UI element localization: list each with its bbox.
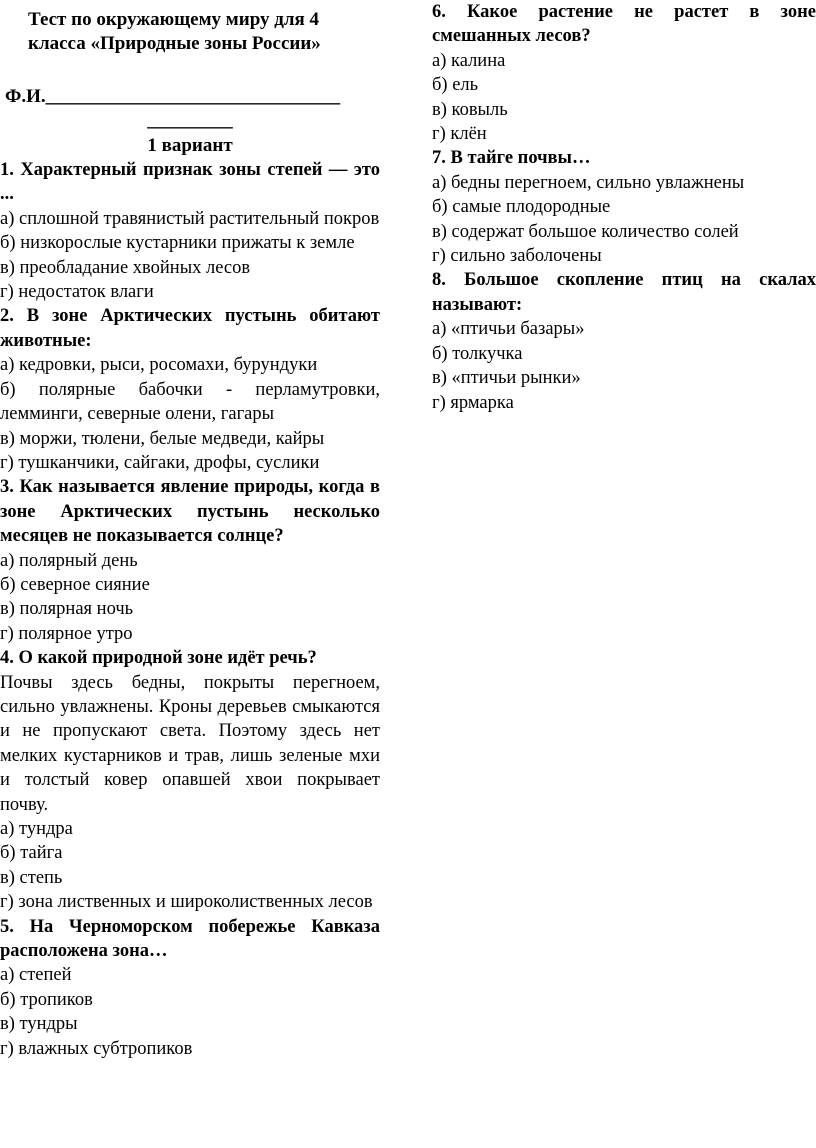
answer-7b: б) самые плодородные [432,197,611,218]
left-column [0,0,380,1061]
answer-7a: а) бедны перегноем, сильно увлажнены [432,172,745,193]
answer-7d: г) сильно заболочены [432,246,602,267]
answer-5d: г) влажных субтропиков [0,1038,193,1059]
right-column [432,0,816,415]
answer-3d: г) полярное утро [0,623,133,644]
question-2: 2. В зоне Арктических пустынь обитают животные: [0,306,380,351]
answer-2c: в) моржи, тюлени, белые медведи, кайры [0,428,325,449]
answer-4b: б) тайга [0,843,63,864]
answer-6a: а) калина [432,50,506,71]
question-7: 7. В тайге почвы… [432,148,591,169]
question-1: 1. Характерный признак зоны степей — это ... [0,160,380,205]
answer-8b: б) толкучка [432,343,523,364]
question-4: 4. О какой природной зоне идёт речь? [0,648,317,669]
name-field-line: _________ [147,110,233,132]
variant-heading: 1 вариант [147,134,233,156]
answer-4c: в) степь [0,867,63,888]
question-6: 6. Какое растение не растет в зоне смешанных лесов? [432,2,816,47]
answer-7c: в) содержат большое количество солей [432,221,739,242]
answer-2d: г) тушканчики, сайгаки, дрофы, суслики [0,452,320,473]
answer-3a: а) полярный день [0,550,138,571]
answer-5c: в) тундры [0,1014,78,1035]
answer-4d: г) зона лиственных и широколиственных лесов [0,892,373,913]
question-8: 8. Большое скопление птиц на скалах называют: [432,270,816,315]
answer-1d: г) недостаток влаги [0,282,154,303]
answer-4a: а) тундра [0,819,73,839]
question-4-text: Почвы здесь бедны, покрыты перегноем, сильно увлажнены. Кроны деревьев смыкаются и не пропускают света. Поэтому здесь нет мелких кустарников и трав, лишь зеленые мхи и толстый ковер опавшей хвои покрывает почву. [0,672,380,815]
answer-8d: г) ярмарка [432,392,514,413]
question-3: 3. Как называется явление природы, когда в зоне Арктических пустынь несколько месяцев не показывается солнце? [0,477,380,547]
test-title: Тест по окружающему миру для 4 класса «Природные зоны России» [28,9,321,55]
answer-6c: в) ковыль [432,99,508,120]
answer-6d: г) клён [432,124,487,145]
answer-8c: в) «птичьи рынки» [432,368,581,389]
answer-1a: а) сплошной травянистый растительный покров [0,208,380,229]
answer-5a: а) степей [0,965,72,986]
question-5: 5. На Черноморском побережье Кавказа расположена зона… [0,916,380,962]
name-field-label: Ф.И._______________________________ [5,85,341,107]
answer-2a: а) кедровки, рыси, росомахи, бурундуки [0,355,318,376]
answer-2b: б) полярные бабочки - перламутровки, лемминги, северные олени, гагары [0,379,380,425]
answer-6b: б) ель [432,75,479,96]
answer-8a: а) «птичьи базары» [432,319,585,340]
answer-3b: б) северное сияние [0,574,150,595]
answer-3c: в) полярная ночь [0,599,134,620]
answer-5b: б) тропиков [0,989,93,1010]
answer-1c: в) преобладание хвойных лесов [0,257,251,278]
answer-1b: б) низкорослые кустарники прижаты к земле [0,233,355,254]
